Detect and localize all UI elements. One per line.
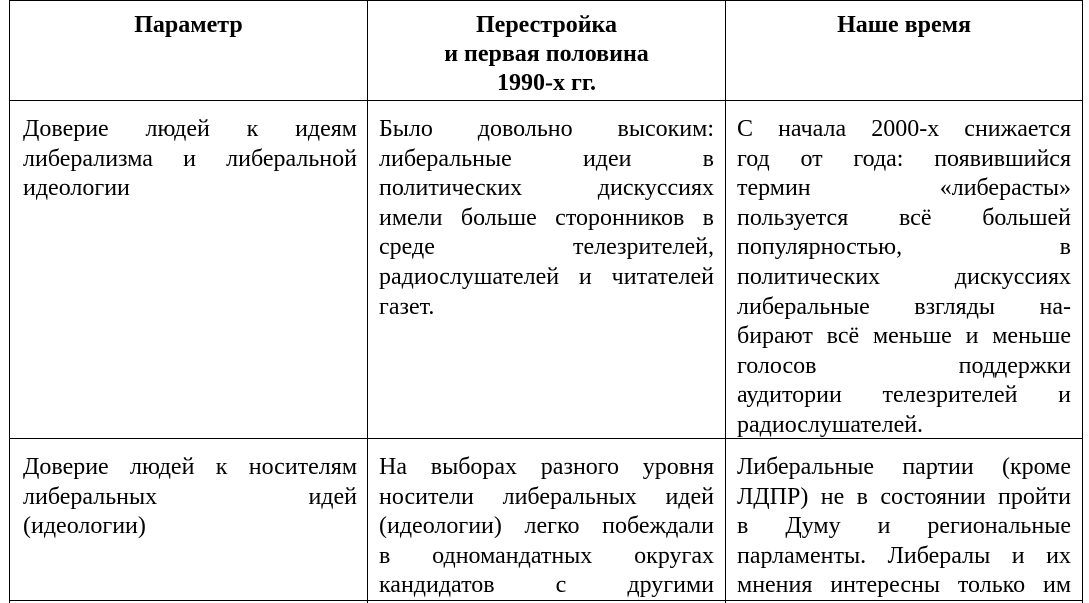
cell-line: либеральные идеи в (379, 145, 714, 172)
cell-line: носители либеральных идей (379, 483, 714, 510)
cell-line: С начала 2000-х снижается (737, 116, 1071, 142)
header-cell-our-time (726, 11, 1082, 40)
row2-now-cell (737, 453, 1071, 600)
cell-line: бирают всё меньше и меньше (737, 323, 1071, 350)
table-border-bottom (9, 600, 1083, 601)
cell-line: мнения интересны только им (737, 572, 1071, 599)
table-divider-col2 (725, 0, 726, 603)
row2-param-cell (23, 453, 357, 600)
cell-line: среде телезрителей, (379, 234, 714, 261)
header-line: Параметр (134, 12, 243, 38)
row1-param-cell (23, 115, 357, 204)
table-border-top (9, 0, 1083, 1)
comparison-table (9, 0, 1083, 603)
table-border-left (9, 0, 10, 603)
header-cell-parameter (10, 11, 367, 40)
cell-line: газет. (379, 293, 435, 320)
cell-line: радиослушателей. (737, 411, 924, 438)
header-line: и первая половина (444, 41, 649, 67)
cell-line: в Думу и региональные (737, 513, 1071, 540)
cell-line: имели больше сторонников в (379, 204, 714, 231)
cell-line: либеральные взгляды на- (737, 293, 1071, 320)
cell-line: Либеральные партии (кроме (737, 454, 1071, 480)
header-line: Наше время (837, 12, 971, 38)
table-divider-header (9, 100, 1083, 101)
cell-line: радиослушателей и читателей (379, 263, 714, 290)
cell-line: голосов поддержки (737, 352, 1071, 379)
row2-perestroika-cell (379, 453, 714, 600)
header-line: 1990-х гг. (496, 70, 597, 96)
row1-perestroika-cell (379, 115, 714, 322)
cell-line: либерализма и либеральной (23, 145, 357, 172)
header-cell-perestroika (368, 11, 725, 98)
cell-line: политических дискуссиях (737, 263, 1071, 290)
cell-line: идеологии (23, 175, 130, 202)
cell-line: политических дискуссиях (379, 175, 714, 202)
cell-line: (идеологии) (23, 513, 146, 540)
cell-line: год от года: появившийся (737, 145, 1071, 172)
row1-now-cell (737, 115, 1071, 441)
cell-line: (идеологии) легко побеждали (379, 513, 714, 540)
cell-line: пользуется всё большей (737, 204, 1071, 231)
cell-line: ЛДПР) не в состоянии пройти (737, 483, 1071, 510)
table-border-right (1082, 0, 1083, 603)
cell-line: парламенты. Либералы и их (737, 542, 1071, 569)
cell-line: в одномандатных округах (379, 542, 714, 569)
cell-line: кандидатов с другими (379, 572, 714, 599)
cell-line: популярностью, в (737, 234, 1071, 261)
cell-line: Было довольно высоким: (379, 116, 714, 142)
cell-line: аудитории телезрителей и (737, 382, 1071, 409)
cell-line: На выборах разного уровня (379, 454, 714, 480)
header-line: Перестройка (476, 12, 617, 38)
cell-line: либеральных идей (23, 483, 357, 510)
cell-line: Доверие людей к носителям (23, 454, 357, 480)
cell-line: Доверие людей к идеям (23, 116, 357, 142)
cell-line: термин «либерасты» (737, 175, 1071, 202)
